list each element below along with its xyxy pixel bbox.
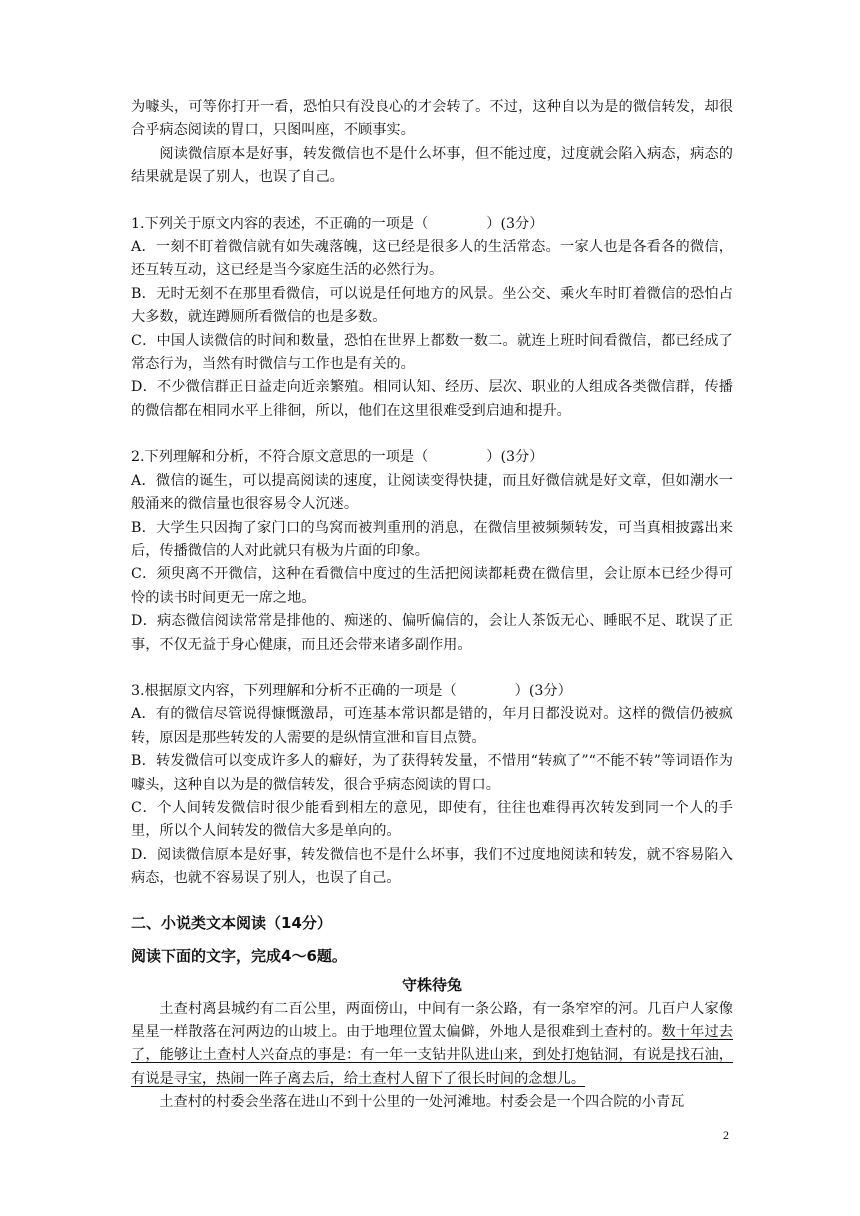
question-2	[131, 446, 733, 657]
story-paragraph-1	[131, 998, 733, 1092]
option-b: B．转发微信可以变成许多人的癖好，为了获得转发量，不惜用“转疯了”“不能不转”等词语作为噱头，这种自以为是的微信转发，很合乎病态阅读的胃口。	[131, 753, 733, 793]
section-instruction: 阅读下面的文字，完成4～6题。	[131, 946, 347, 965]
option-b: B．无时无刻不在那里看微信，可以说是任何地方的风景。坐公交、乘火车时盯着微信的恐怕占大多数，就连蹲厕所看微信的也是多数。	[131, 285, 733, 326]
option-a: A．微信的诞生，可以提高阅读的速度，让阅读变得快捷，而且好微信就是好文章，但如潮水一般涌来的微信量也很容易令人沉迷。	[131, 472, 733, 513]
question-score: ）(3分）	[486, 215, 544, 232]
page-number: 2	[723, 1128, 729, 1142]
question-score: ）(3分）	[486, 449, 544, 466]
option-b: B．大学生只因掏了家门口的鸟窝而被判重刑的消息，在微信里被频频转发，可当真相披露出来后，传播微信的人对此就只有极为片面的印象。	[131, 519, 733, 559]
underlined-passage: 数十年过去了，能够让土查村人兴奋点的事是：有一年一支钻井队进山来，到处打炮钻洞，有说是找石油，有说是寻宝，热闹一阵子离去后，给土查村人留下了很长时间的念想儿。	[131, 1024, 733, 1087]
option-c: C．个人间转发微信时很少能看到相左的意见，即使有，往往也难得再次转发到同一个人的手里，所以个人间转发的微信大多是单向的。	[131, 799, 733, 840]
question-stem	[131, 446, 733, 469]
question-stem-text: 3.根据原文内容，下列理解和分析不正确的一项是（	[131, 682, 457, 699]
question-stem	[131, 213, 733, 236]
intro-conclusion-paragraph: 阅读微信原本是好事，转发微信也不是什么坏事，但不能过度，过度就会陷入病态，病态的结果就是误了别人，也误了自己。	[131, 145, 733, 186]
option-c: C．中国人读微信的时间和数量，恐怕在世界上都数一数二。就连上班时间看微信，都已经成了常态行为，当然有时微信与工作也是有关的。	[131, 332, 733, 373]
story-text: 土查村离县城约有二百公里，两面傍山，中间有一条公路，有一条窄窄的河。几百户人家像星星一样散落在河两边的山坡上。由于地理位置太偏僻，外地人是很难到土查村的。	[131, 1000, 733, 1040]
question-3	[131, 680, 733, 891]
story-title: 守株待兔	[401, 975, 462, 994]
option-d: D．不少微信群正日益走向近亲繁殖。相同认知、经历、层次、职业的人组成各类微信群，传播的微信都在相同水平上徘徊，所以，他们在这里很难受到启迪和提升。	[131, 379, 733, 419]
question-stem-text: 2.下列理解和分析，不符合原文意思的一项是（	[131, 449, 429, 466]
option-d: D．阅读微信原本是好事，转发微信也不是什么坏事，我们不过度地阅读和转发，就不容易陷入病态，也就不容易误了别人，也误了自己。	[131, 846, 733, 887]
section-heading: 二、小说类文本阅读（14分）	[131, 913, 332, 932]
question-score: ）(3分）	[514, 682, 572, 699]
story-paragraph-2: 土查村的村委会坐落在进山不到十公里的一处河滩地。村委会是一个四合院的小青瓦	[159, 1094, 685, 1111]
question-stem	[131, 680, 733, 703]
document-page	[131, 96, 733, 1115]
intro-continuation-paragraph: 为噱头，可等你打开一看，恐怕只有没良心的才会转了。不过，这种自以为是的微信转发，却很合乎病态阅读的胃口，只图叫座，不顾事实。	[131, 99, 733, 139]
question-1	[131, 213, 733, 424]
option-a: A．有的微信尽管说得慷慨激昂，可连基本常识都是错的，年月日都没说对。这样的微信仍被疯转，原因是那些转发的人需要的是纵情宣泄和盲目点赞。	[131, 706, 733, 746]
option-a: A．一刻不盯着微信就有如失魂落魄，这已经是很多人的生活常态。一家人也是各看各的微信，还互转互动，这已经是当今家庭生活的必然行为。	[131, 239, 733, 279]
question-stem-text: 1.下列关于原文内容的表述，不正确的一项是（	[131, 215, 429, 232]
option-c: C．须臾离不开微信，这种在看微信中度过的生活把阅读都耗费在微信里，会让原本已经少得可怜的读书时间更无一席之地。	[131, 566, 733, 606]
option-d: D．病态微信阅读常常是排他的、痴迷的、偏听偏信的，会让人茶饭无心、睡眠不足、耽误了正事，不仅无益于身心健康，而且还会带来诸多副作用。	[131, 613, 733, 653]
